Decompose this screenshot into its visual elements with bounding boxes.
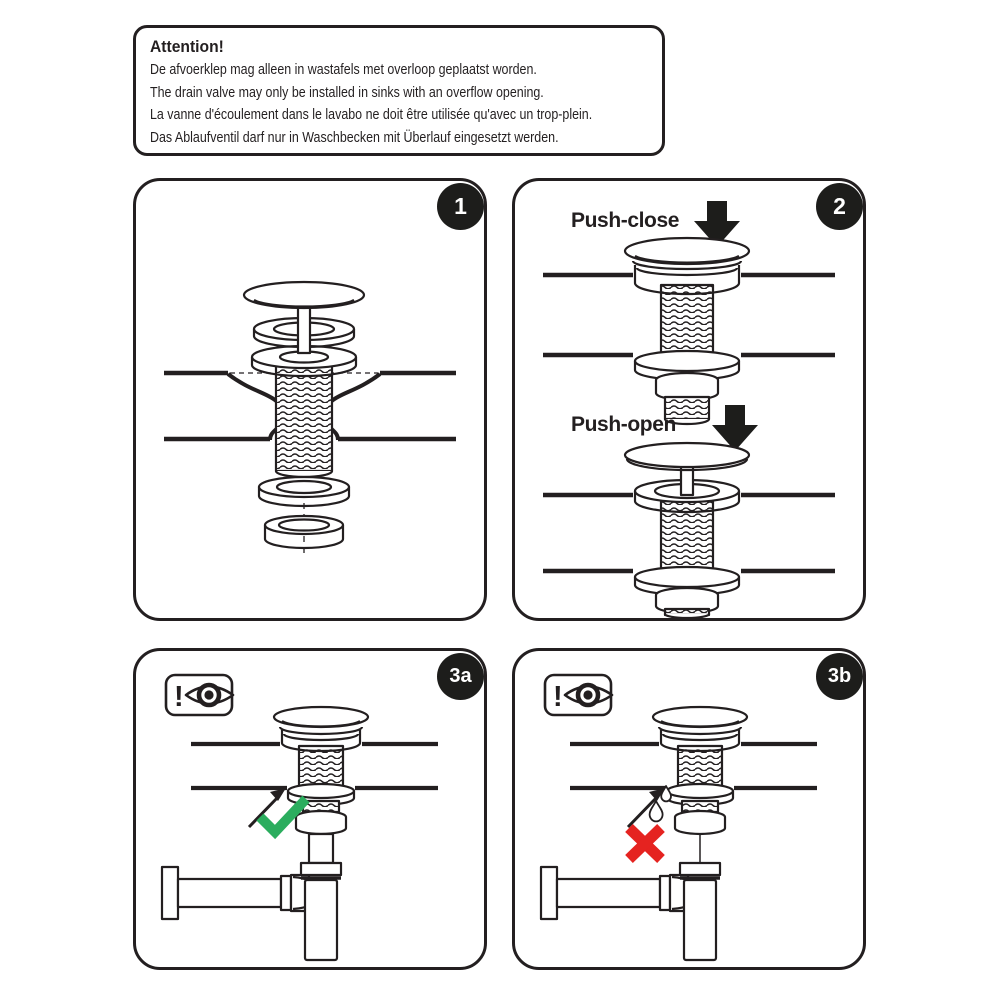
pipe-ring xyxy=(281,876,291,910)
lower-washer xyxy=(259,477,349,506)
horizontal-pipe xyxy=(557,879,660,907)
attention-line-de: Das Ablaufventil darf nur in Waschbecken mit Überlauf eingesetzt werden. xyxy=(150,128,559,146)
valve-closed xyxy=(543,238,835,424)
panel-step-2 xyxy=(512,178,866,621)
step-badge xyxy=(816,653,863,700)
tailpipe xyxy=(309,834,333,863)
valve-cap xyxy=(244,282,364,308)
installed-valve xyxy=(191,707,438,863)
installed-valve xyxy=(570,707,817,863)
incorrect-installation-drawing xyxy=(515,651,863,967)
step-number: 3a xyxy=(449,665,472,687)
attention-line-en: The drain valve may only be installed in sinks with an overflow opening. xyxy=(150,83,544,101)
panel-step-3b xyxy=(512,648,866,970)
threaded-body xyxy=(276,365,332,477)
eye-pupil xyxy=(204,690,213,699)
panel-step-3a xyxy=(133,648,487,970)
attention-eye-icon xyxy=(166,675,233,715)
exploded-view-drawing xyxy=(136,181,484,618)
attention-box xyxy=(133,25,665,156)
siphon-trap xyxy=(162,863,341,960)
trap-collar xyxy=(680,863,720,875)
step-badge xyxy=(816,183,863,230)
wall-flange xyxy=(162,867,178,919)
cross-icon xyxy=(629,828,661,859)
wall-flange xyxy=(541,867,557,919)
lock-nut xyxy=(265,516,343,548)
step-number: 1 xyxy=(454,193,467,219)
trap-body xyxy=(305,880,337,960)
horizontal-pipe xyxy=(178,879,281,907)
push-close-label: Push-close xyxy=(571,209,680,232)
pipe-ring xyxy=(660,876,670,910)
attention-eye-icon xyxy=(545,675,612,715)
step-number: 2 xyxy=(833,193,846,219)
step-badge xyxy=(437,183,484,230)
push-function-drawing xyxy=(515,181,863,618)
trap-body xyxy=(684,880,716,960)
exclamation-mark: ! xyxy=(174,681,184,713)
attention-line-nl: De afvoerklep mag alleen in wastafels met overloop geplaatst worden. xyxy=(150,61,537,78)
siphon-trap xyxy=(541,863,720,960)
panel-step-1 xyxy=(133,178,487,621)
attention-line-fr: La vanne d'écoulement dans le lavabo ne doit être utilisée qu'avec un trop-plein. xyxy=(150,106,593,123)
exclamation-mark: ! xyxy=(553,681,563,713)
trap-collar xyxy=(301,863,341,875)
eye-pupil xyxy=(583,690,592,699)
correct-installation-drawing xyxy=(136,651,484,967)
valve-open xyxy=(543,443,835,618)
step-number: 3b xyxy=(827,665,852,687)
attention-title: Attention! xyxy=(150,37,224,56)
push-open-label: Push-open xyxy=(571,413,676,436)
step-badge xyxy=(437,653,484,700)
